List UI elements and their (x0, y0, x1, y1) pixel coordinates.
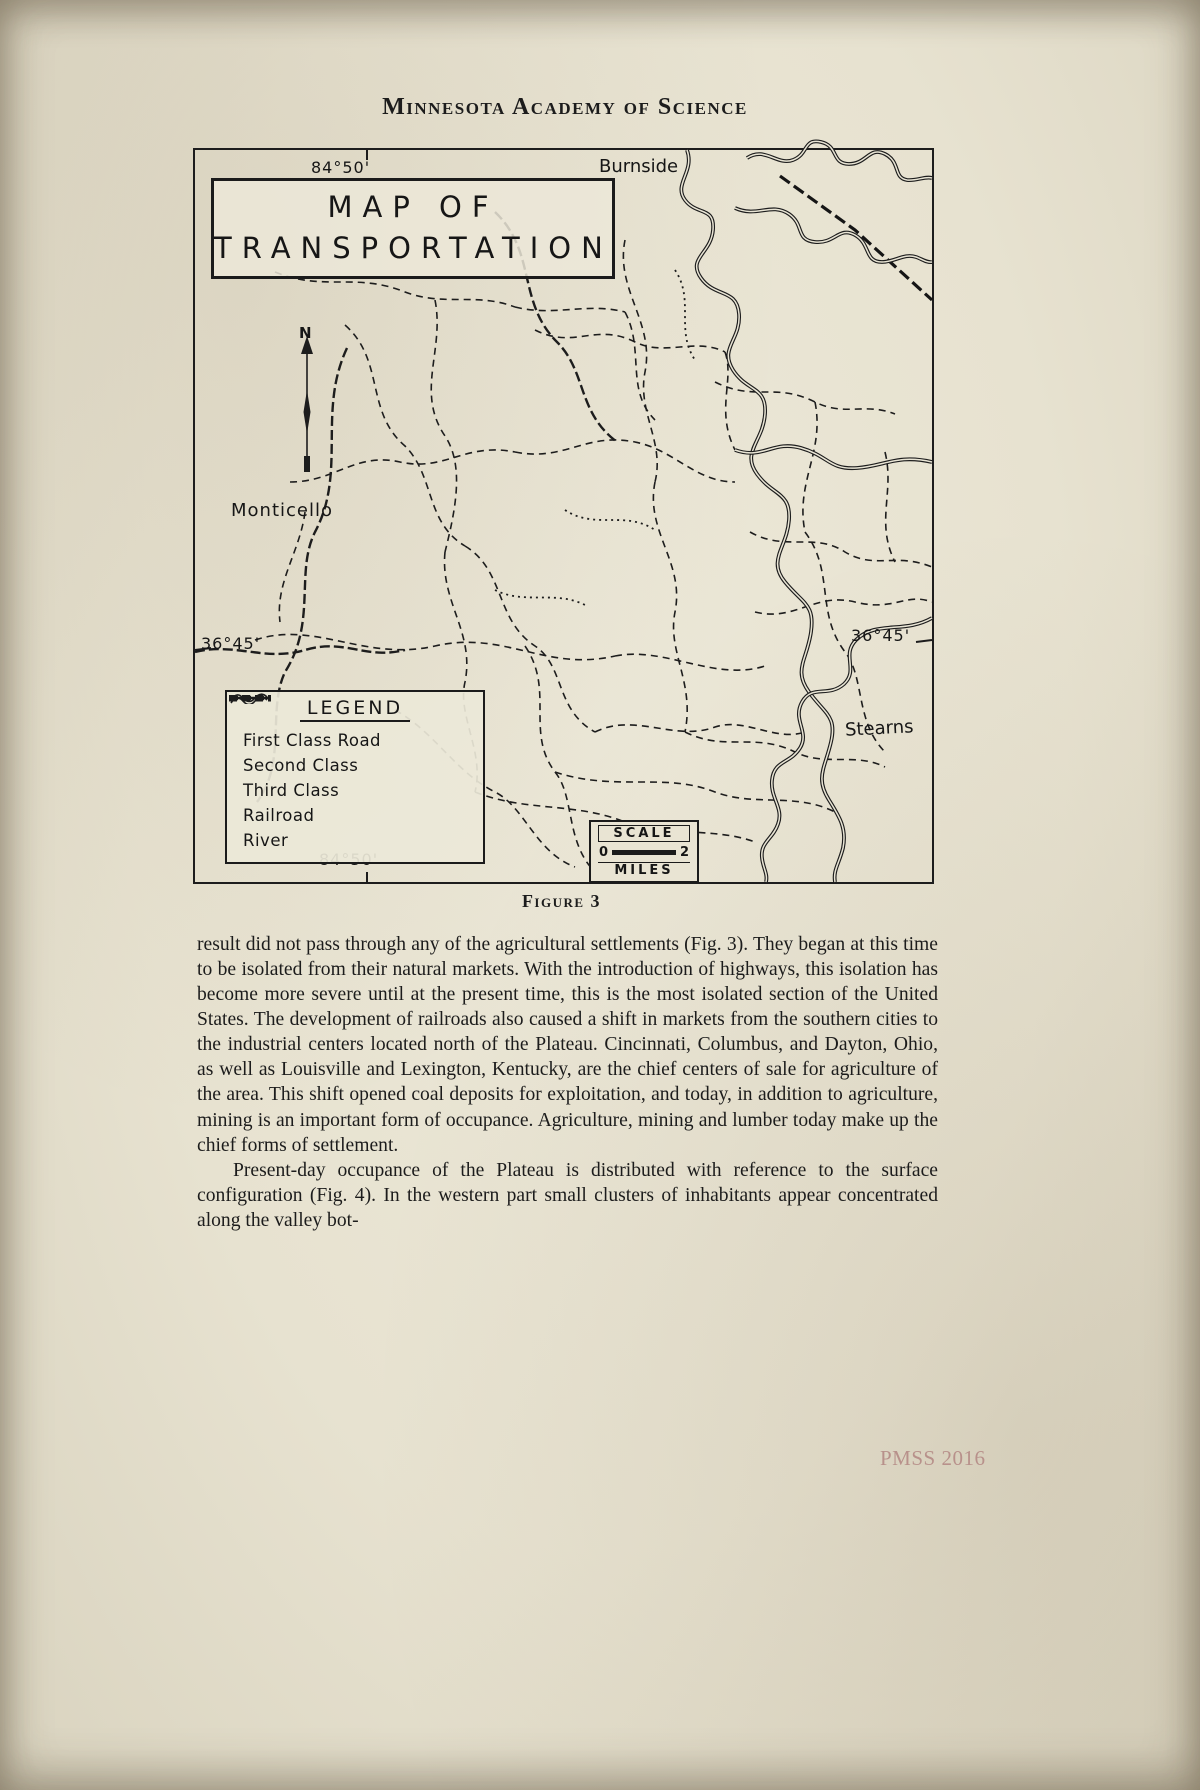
transportation-map (193, 148, 934, 884)
rivers (681, 141, 932, 882)
map-title-line2: TRANSPORTATION (214, 230, 613, 265)
scale-start: 0 (599, 845, 609, 860)
map-scale (589, 820, 699, 883)
map-legend (225, 690, 485, 864)
north-arrow-icon (301, 336, 313, 472)
figure-caption: Figure 3 (521, 891, 602, 911)
place-label-monticello: Monticello (231, 500, 333, 521)
legend-label: First Class Road (243, 731, 382, 750)
watermark: PMSS 2016 (880, 1446, 986, 1470)
legend-label: Second Class (243, 756, 359, 775)
scale-end: 2 (679, 845, 689, 860)
legend-item-second-class (227, 753, 483, 778)
legend-item-first-class-road (227, 728, 483, 753)
legend-label: River (243, 831, 289, 850)
paragraph: Present-day occupance of the Plateau is distributed with reference to the surface configuration (Fig. 4). In the western part small clusters of inhabitants appear concentrated along the valley bot- (197, 1159, 938, 1231)
coordinate-label-top: 84°50' (311, 158, 371, 177)
scale-label: SCALE (598, 825, 690, 842)
coordinate-label-right: 36°45' (851, 626, 911, 645)
place-label-stearns: Stearns (844, 716, 914, 741)
river-line-icon (227, 692, 273, 704)
coordinate-label-left: 36°45' (201, 634, 261, 653)
article-body (197, 932, 938, 1233)
north-label: N (299, 324, 312, 342)
legend-item-river (227, 828, 483, 853)
map-title-line1: MAP OF (327, 190, 499, 224)
scale-bar (612, 850, 676, 855)
scale-units: MILES (598, 862, 690, 878)
legend-item-railroad (227, 803, 483, 828)
paragraph: result did not pass through any of the agricultural settlements (Fig. 3). They began at this time to be isolated from their natural markets. With the introduction of highways, this isolation has become more severe until at the present time, this is the most isolated section of the United States. The development of railroads also caused a shift in markets from the southern cities to the industrial centers located north of the Plateau. Cincinnati, Columbus, and Dayton, Ohio, as well as Louisville and Lexington, Kentucky, are the chief centers of sale for agriculture of the area. This shift opened coal deposits for exploitation, and today, in addition to agriculture, mining is an important form of occupance. Agriculture, mining and lumber today make up the chief forms of settlement. (197, 934, 938, 1156)
place-label-burnside: Burnside (599, 156, 679, 177)
legend-item-third-class (227, 778, 483, 803)
legend-label: Railroad (243, 806, 315, 825)
legend-label: Third Class (243, 781, 340, 800)
page-header: Minnesota Academy of Science (382, 94, 748, 120)
map-title-box (211, 178, 615, 279)
legend-title: LEGEND (300, 697, 410, 722)
scale-bar-row (591, 842, 697, 862)
